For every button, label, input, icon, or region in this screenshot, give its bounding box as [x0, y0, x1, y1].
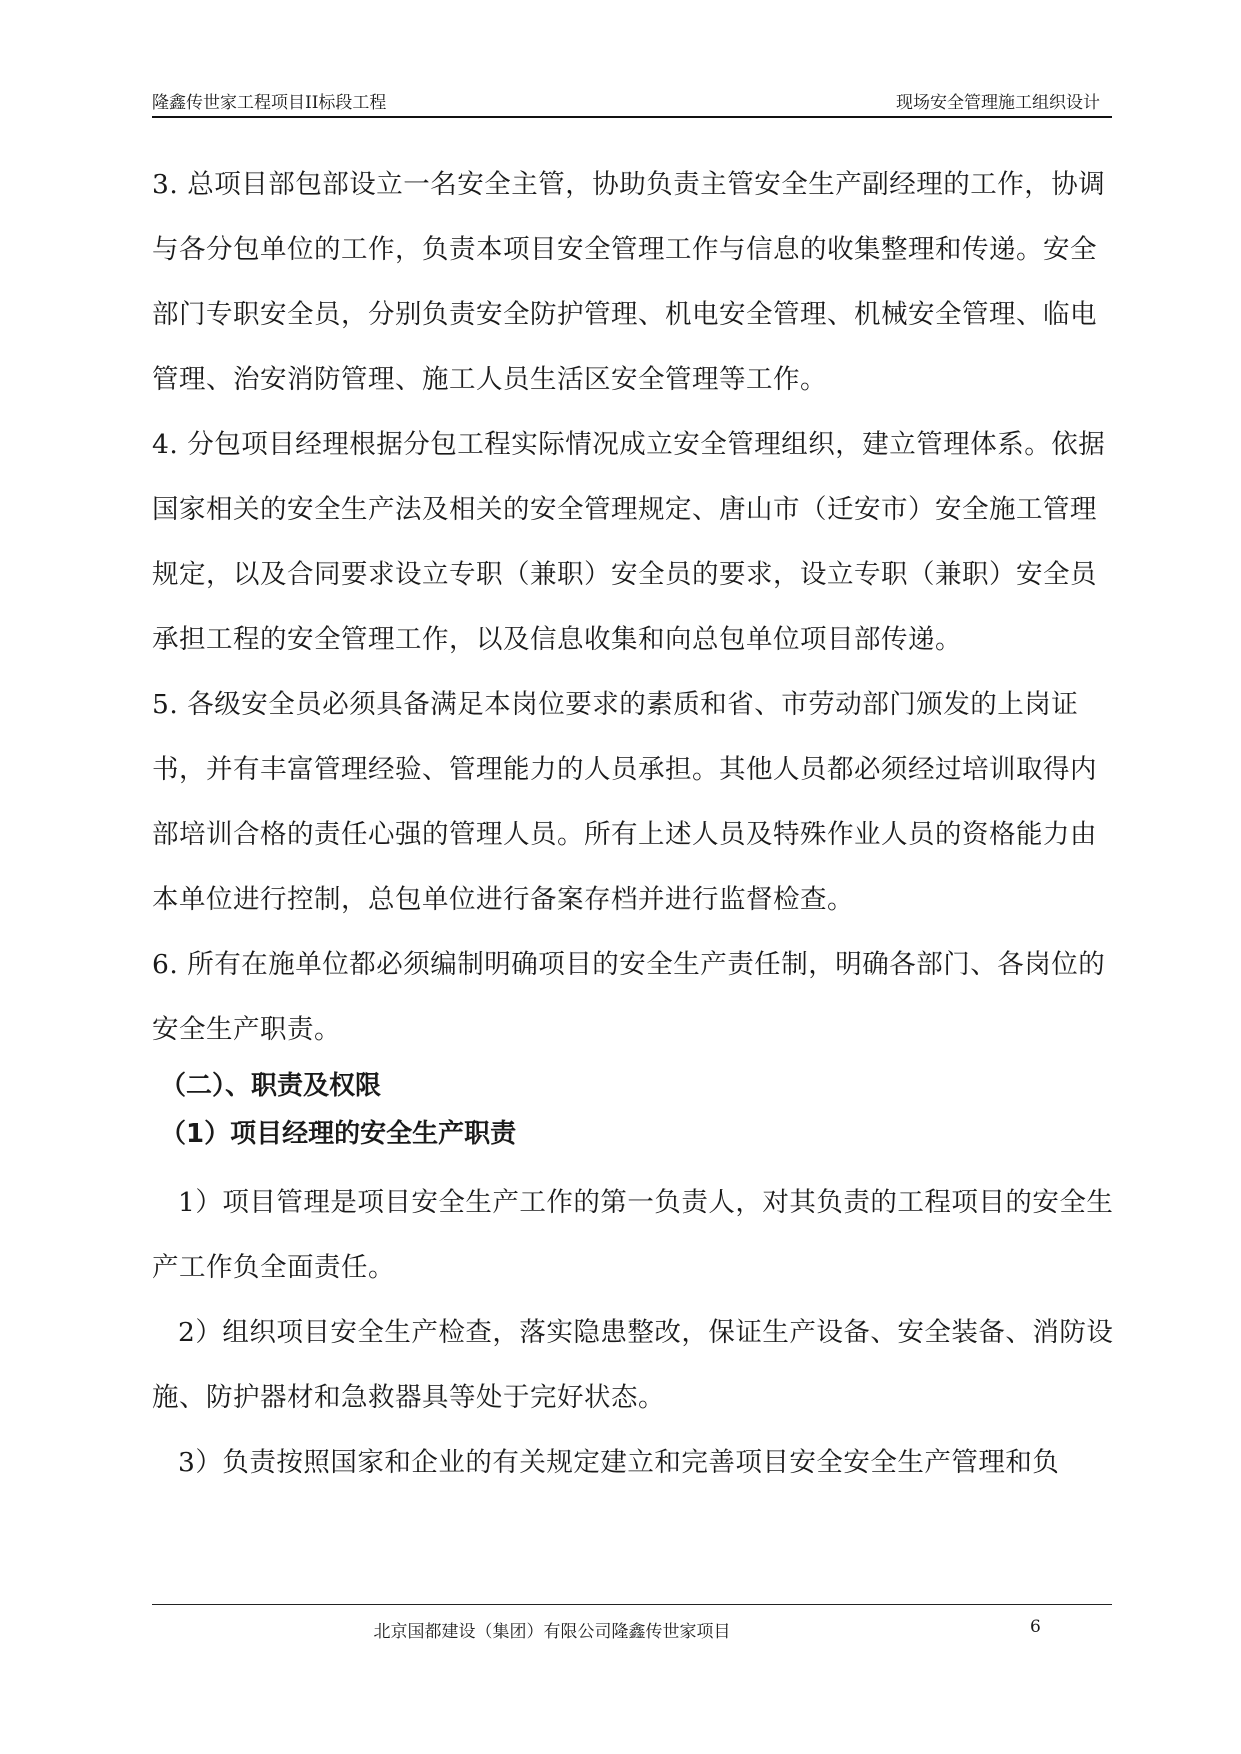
subsection-heading: （1）项目经理的安全生产职责 [160, 1119, 517, 1149]
header-document-title: 现场安全管理施工组织设计 [896, 93, 1100, 113]
duty-item-3: 3）负责按照国家和企业的有关规定建立和完善项目安全安全生产管理和负 [178, 1447, 1060, 1478]
footer-company: 北京国都建设（集团）有限公司隆鑫传世家项目 [373, 1622, 731, 1642]
duty-item-2: 2）组织项目安全生产检查，落实隐患整改，保证生产设备、安全装备、消防设施、防护器材和急救器具等处于完好状态。 [152, 1317, 1114, 1413]
section-heading: （二）、职责及权限 [160, 1071, 382, 1101]
page-header [152, 86, 1112, 118]
page-number: 6 [1030, 1617, 1041, 1637]
paragraph-item-3: 3. 总项目部包部设立一名安全主管，协助负责主管安全生产副经理的工作，协调与各分包单位的工作，负责本项目安全管理工作与信息的收集整理和传递。安全部门专职安全员，分别负责安全防护管理、机电安全管理、机械安全管理、临电管理、治安消防管理、施工人员生活区安全管理等工作。 [152, 169, 1106, 395]
paragraph-item-4: 4. 分包项目经理根据分包工程实际情况成立安全管理组织，建立管理体系。依据国家相关的安全生产法及相关的安全管理规定、唐山市（迁安市）安全施工管理规定，以及合同要求设立专职（兼职）安全员的要求，设立专职（兼职）安全员承担工程的安全管理工作，以及信息收集和向总包单位项目部传递。 [152, 429, 1106, 655]
paragraph-item-6: 6. 所有在施单位都必须编制明确项目的安全生产责任制，明确各部门、各岗位的安全生产职责。 [152, 949, 1106, 1045]
duty-item-1: 1）项目管理是项目安全生产工作的第一负责人，对其负责的工程项目的安全生产工作负全面责任。 [152, 1187, 1114, 1283]
paragraph-item-5: 5. 各级安全员必须具备满足本岗位要求的素质和省、市劳动部门颁发的上岗证书，并有丰富管理经验、管理能力的人员承担。其他人员都必须经过培训取得内部培训合格的责任心强的管理人员。所有上述人员及特殊作业人员的资格能力由本单位进行控制，总包单位进行备案存档并进行监督检查。 [152, 689, 1097, 915]
header-project-title: 隆鑫传世家工程项目II标段工程 [152, 93, 387, 113]
page-footer [152, 1604, 1112, 1642]
document-body [152, 152, 1120, 1495]
